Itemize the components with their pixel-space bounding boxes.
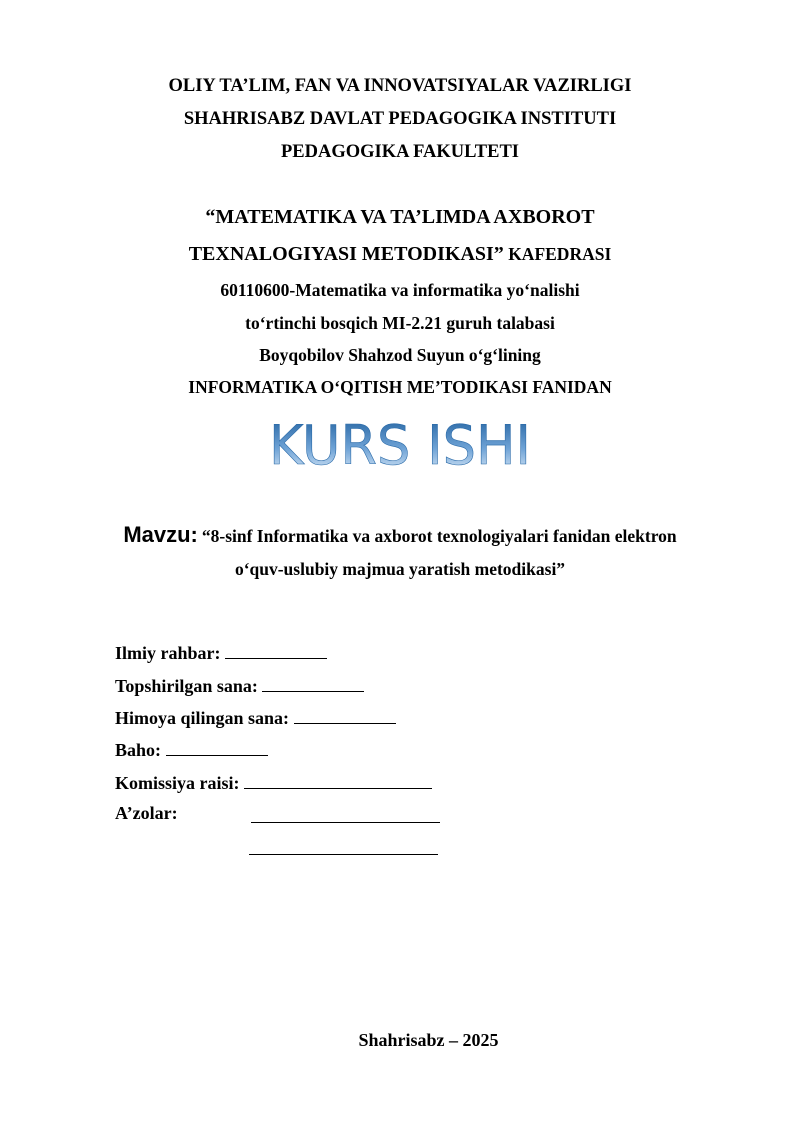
topic-label: Mavzu: [123,522,198,547]
defended-blank [294,706,396,724]
submitted-blank [262,674,364,692]
commission-chair-label: Komissiya raisi: [115,773,240,793]
department-line-2 [0,243,800,266]
grade-blank [166,738,268,756]
institute-name: SHAHRISABZ DAVLAT PEDAGOGIKA INSTITUTI [183,109,617,129]
department-name: TEXNALOGIYASI METODIKASI” [188,243,504,265]
topic-text-2: o‘quv-uslubiy majmua yaratish metodikasi” [234,559,566,579]
members-blank-1 [251,822,440,823]
group-line: to‘rtinchi bosqich MI-2.21 guruh talabasi [245,313,555,333]
course-work-title-art [240,410,560,480]
advisor-blank [225,641,327,659]
course-work-title [0,410,800,480]
commission-chair-blank [244,771,432,789]
advisor-label: Ilmiy rahbar: [115,643,221,663]
department-line-1: “MATEMATIKA VA TA’LIMDA AXBOROT [205,206,595,228]
defended-field [115,706,396,729]
grade-label: Baho: [115,740,162,760]
city-year: Shahrisabz – 2025 [358,1030,499,1050]
course-work-title-text: KURS ISHI [269,414,531,477]
student-name: Boyqobilov Shahzod Suyun o‘g‘lining [259,345,541,365]
members-blank-2 [249,854,438,855]
topic-line-1 [0,522,800,548]
grade-field [115,738,268,761]
faculty-name: PEDAGOGIKA FAKULTETI [281,142,519,162]
specialty-line: 60110600-Matematika va informatika yo‘nalishi [220,280,580,300]
advisor-field [115,641,327,664]
department-suffix: KAFEDRASI [503,244,612,264]
ministry-name: OLIY TA’LIM, FAN VA INNOVATSIYALAR VAZIRLIGI [168,76,632,96]
topic-text-1: “8-sinf Informatika va axborot texnologiyalari fanidan elektron [201,526,677,546]
defended-label: Himoya qilingan sana: [115,708,290,728]
submitted-field [115,674,364,697]
subject-line: INFORMATIKA O‘QITISH ME’TODIKASI FANIDAN [188,377,612,397]
commission-chair-field [115,771,432,794]
submitted-label: Topshirilgan sana: [115,676,258,696]
members-field [115,803,178,824]
members-label: A’zolar: [115,803,178,823]
